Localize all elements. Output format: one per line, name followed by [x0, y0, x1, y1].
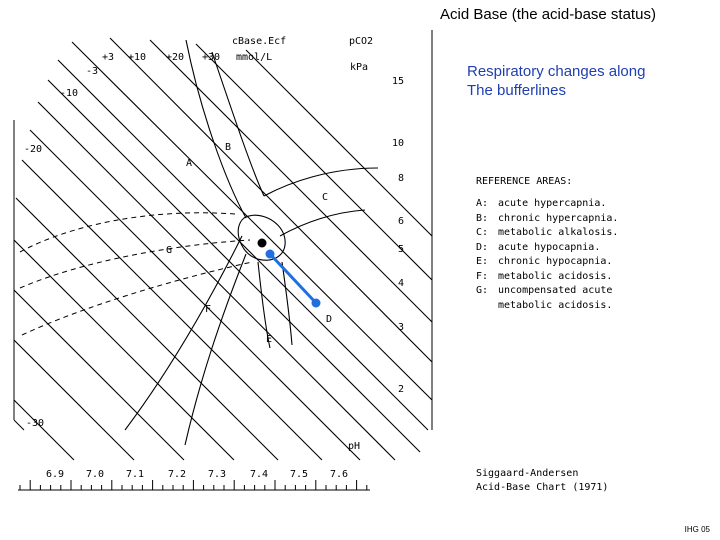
buffer-lines: [14, 38, 432, 460]
reference-areas: [476, 176, 618, 313]
reference-key: B:: [476, 212, 489, 224]
buffer-line: [14, 340, 134, 460]
region-letter-g: G: [166, 245, 173, 256]
reference-description: chronic hypercapnia.: [498, 212, 619, 224]
buffer-line: [22, 160, 322, 460]
reference-description: uncompensated acute metabolic acidosis.: [498, 285, 613, 311]
ph-tick-label: 7.4: [250, 469, 269, 480]
region-boundaries: [125, 40, 378, 445]
region-letter-c: C: [322, 192, 329, 203]
buffer-line: [38, 102, 395, 460]
reference-description: acute hypercapnia.: [498, 198, 607, 209]
region-boundary: [125, 236, 242, 430]
region-letter-e: E: [266, 334, 273, 345]
region-boundary: [185, 254, 246, 445]
pco2-tick-label: 2: [398, 384, 405, 395]
ph-tick-label: 7.5: [290, 469, 309, 480]
pco2-tick-label: 15: [392, 76, 405, 87]
reference-item: [476, 212, 618, 227]
base-value-label: -3: [86, 66, 99, 77]
region-letter-a: A: [186, 158, 193, 169]
region-boundary: [212, 52, 264, 196]
base-value-label: -20: [24, 144, 43, 155]
region-boundary: [264, 168, 378, 196]
reference-heading: REFERENCE AREAS:: [476, 176, 573, 187]
buffer-line: [14, 400, 74, 460]
pco2-tick-label: 8: [398, 173, 405, 184]
buffer-line: [14, 290, 184, 460]
base-value-label: -10: [60, 88, 79, 99]
reference-item: [476, 241, 618, 256]
region-boundary: [186, 40, 246, 218]
pco2-axis-unit: kPa: [350, 62, 369, 73]
slide-title: Acid Base (the acid-base status): [440, 6, 656, 23]
region-boundary: [280, 210, 365, 236]
pco2-tick-label: 10: [392, 138, 405, 149]
buffer-line: [58, 60, 428, 430]
slide-footer-id: IHG 05: [684, 525, 710, 534]
buffer-line: [150, 40, 432, 322]
reference-description: chronic hypocapnia.: [498, 256, 613, 267]
end-point: [312, 299, 321, 308]
ph-axis-label: pH: [348, 441, 361, 452]
reference-description: metabolic acidosis.: [498, 270, 613, 282]
buffer-line: [14, 240, 234, 460]
ph-tick-label: 6.9: [46, 469, 65, 480]
reference-item: [476, 284, 618, 313]
respiratory-change-annotation: [258, 239, 321, 308]
buffer-line: [110, 38, 432, 362]
ph-axis-ticks: [20, 480, 367, 490]
ph-tick-label: 7.3: [208, 469, 227, 480]
reference-key: A:: [476, 198, 489, 209]
base-axis-unit: mmol/L: [236, 52, 273, 63]
base-value-label: +20: [166, 52, 185, 63]
buffer-line: [246, 50, 432, 236]
reference-item: [476, 270, 618, 285]
left-frame: [14, 120, 24, 430]
buffer-line: [72, 42, 432, 400]
reference-key: G:: [476, 285, 489, 296]
reference-key: F:: [476, 270, 489, 282]
chart-credit: [476, 467, 608, 495]
base-value-label: +10: [128, 52, 147, 63]
base-axis-label: cBase.Ecf: [232, 36, 287, 47]
dashed-curve: [20, 213, 235, 252]
ph-tick-label: 7.2: [168, 469, 187, 480]
reference-item: [476, 255, 618, 270]
reference-description: metabolic alkalosis.: [498, 227, 619, 238]
pco2-axis-label: pCO2: [349, 36, 374, 47]
pco2-tick-label: 3: [398, 322, 405, 333]
pco2-tick-label: 4: [398, 278, 405, 289]
pco2-tick-labels: [392, 76, 404, 395]
ph-tick-label: 7.0: [86, 469, 105, 480]
region-letter-f: F: [205, 304, 212, 315]
slide-subtitle: Respiratory changes along The bufferlines: [467, 63, 646, 99]
reference-item: [476, 197, 618, 212]
shifted-point: [266, 250, 275, 259]
region-letter-b: B: [225, 142, 232, 153]
reference-item: [476, 226, 618, 241]
credit-chart-name: Acid-Base Chart (1971): [476, 482, 609, 493]
base-value-label: +3: [102, 52, 115, 63]
reference-key: D:: [476, 241, 489, 253]
region-letter-d: D: [326, 314, 333, 325]
base-value-label: -30: [26, 418, 45, 429]
ph-tick-label: 7.1: [126, 469, 145, 480]
buffer-line: [48, 80, 420, 452]
base-value-label: +30: [202, 52, 221, 63]
dashed-curve: [22, 262, 252, 335]
ph-tick-label: 7.6: [330, 469, 349, 480]
reference-key: C:: [476, 227, 489, 238]
normal-area-ellipse: [238, 215, 285, 260]
reference-description: acute hypocapnia.: [498, 241, 601, 253]
ph-tick-labels: [46, 469, 348, 480]
reference-key: E:: [476, 256, 489, 267]
start-point: [258, 239, 267, 248]
pco2-tick-label: 5: [398, 244, 405, 255]
region-letters: [166, 142, 332, 345]
credit-author: Siggaard-Andersen: [476, 468, 579, 479]
reference-list: [476, 197, 618, 313]
left-frame-line: [14, 420, 24, 430]
pco2-tick-label: 6: [398, 216, 405, 227]
